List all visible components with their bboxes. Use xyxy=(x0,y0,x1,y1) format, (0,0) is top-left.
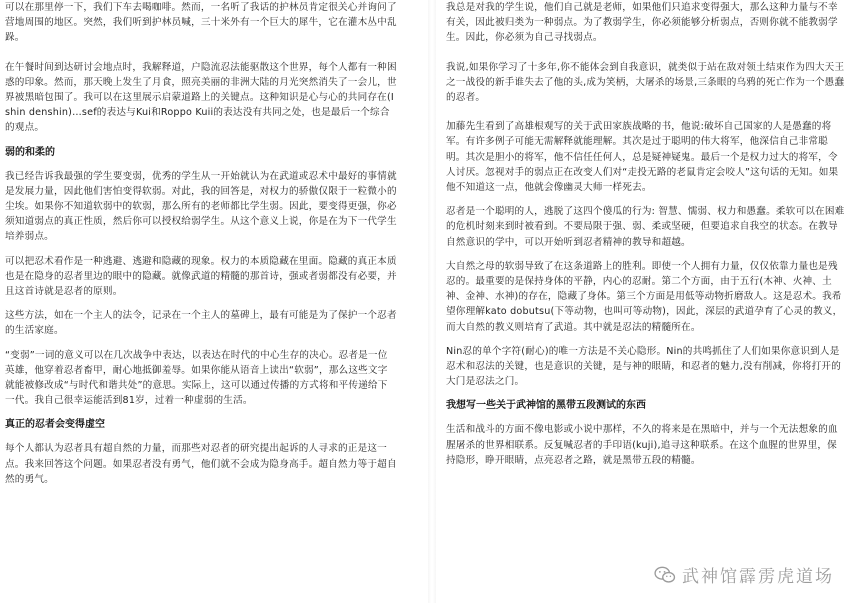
page-gutter xyxy=(428,0,436,603)
paragraph: 这些方法，如在一个主人的法令，记录在一个主人的墓碑上，最有可能是为了保护一个忍者的生活家庭。 xyxy=(5,310,397,337)
section-heading: 我想写一些关于武神馆的黑带五段测试的东西 xyxy=(446,400,646,412)
watermark-text: 武神馆霹雳虎道场 xyxy=(682,567,834,587)
paragraph: 我说,如果你学习了十多年,你不能体会到自我意识，就类似于站在敌对领土结束作为四大天王之一战役的新手谁失去了他的头,成为笑柄，大屠杀的场景,三条眼的乌鸦的死亡作为一个愚蠢的忍者。 xyxy=(446,61,845,104)
paragraph: 生活和战斗的方面不像电影或小说中那样，不久的将来是在黑暗中，并与一个无法想象的血腥屠杀的世界相联系。反复喊忍者的手印语(kuji),追寻这种联系。在这个血腥的世界里，保持隐形，睁开眼睛，点亮忍者之路，就是黑带五段的精髓。 xyxy=(446,424,838,466)
right-page xyxy=(446,0,846,603)
paragraph: Nin忍的单个字符(耐心)的唯一方法是不关心隐形。Nin的共鸣抓住了人们如果你意识到人是忍术和忍法的关键，也是意识的关键，是与神的眼睛，和忍者的魅力,没有削减，你将打开的大门是忍法之门。 xyxy=(446,345,841,388)
section-heading: 弱的和柔的 xyxy=(5,146,55,158)
paragraph: 我已经告诉我最强的学生要变弱，优秀的学生从一开始就认为在武道或忍术中最好的事情就是发展力量，因此他们害怕变得软弱。对此，我的回答是，对权力的骄傲仅限于一粒微小的尘埃。如果你不知道软弱中的软弱，那么所有的老师都比学生弱。因此，要变得更强，你必须知道弱点的真正性质，然后你可以授权给弱学生。从这个意义上说，你是在为下一代学生培养弱点。 xyxy=(5,170,397,243)
paragraph: 加藤先生看到了高雄根观写的关于武田家族战略的书，他说:破坏自己国家的人是愚蠢的将军。有许多例子可能无需解释就能理解。其次是过于聪明的伟大将军，他深信自己非常聪明。其次是胆小的将军，他不信任任何人，总是疑神疑鬼。最后一个是权力过大的将军，令人讨厌。忽视对手的弱点正在改变人们对“走投无路的老鼠肯定会咬人”这句话的无知。如果他不知道这一点，他就会像幽灵大师一样死去。 xyxy=(446,121,839,194)
wechat-icon xyxy=(654,566,676,584)
paragraph: 可以把忍术看作是一种逃避、逃避和隐藏的现象。权力的本质隐藏在里面。隐藏的真正本质也是在隐身的忍者里边的眼中的隐藏。就像武道的精髓的那首诗，强或者弱都没有必要，并且这首诗就是忍者的原则。 xyxy=(5,255,397,298)
paragraph: 大自然之母的软弱导致了在这条道路上的胜利。即使一个人拥有力量，仅仅依靠力量也是残忍的。最重要的是保持身体的平静，内心的忍耐。第二个方面，由于五行(木神、火神、土神、金神、水神)的存在，隐藏了身体。第三个方面是用低等动物折磨敌人。这是忍术。我希望你理解kato dobutsu(下等动物，也叫可等动物)，因此，深层的武道孕育了心灵的教义，而大自然的教义则培育了武道。其中就是忍法的精髓所在。 xyxy=(446,260,843,333)
paragraph: 在午餐时间到达研讨会地点时，我解释道，户隐流忍法能驱散这个世界，每个人都有一种困惑的印象。然而，那天晚上发生了月食，照亮美丽的非洲大陆的月光突然消失了一会儿，世界被黑暗包围了。我可以在这里展示启蒙道路上的关键点。这种知识是心与心的共同存在(Ishin denshin)…sef的表达与Kui和Roppo Kuii的表达没有共同之处，也是最后一个综合的观点。 xyxy=(5,61,397,134)
paragraph: “变弱”一词的意义可以在几次战争中表达，以表达在时代的中心生存的决心。忍者是一位英雄，他穿着忍者畜甲，耐心地抵御羞辱。如果你能从语音上读出“软弱”，那么这些文字就能被修改成“与时代和谐共处”的意思。实际上，这可以通过传播的方式将和平传递给下一代。我自己很幸运能活到81岁，过着一种虚弱的生活。 xyxy=(5,349,388,407)
paragraph: 忍者是一个聪明的人，逃脱了这四个傻瓜的行为: 智慧、懦弱、权力和愚蠢。柔软可以在困难的危机时刻来到时被看到。不要局限于强、弱、柔或坚硬，但要追求自我空的状态。在教导自然意识的学中，可以开始听到忍者精神的教导和超越。 xyxy=(446,206,845,248)
left-page xyxy=(5,0,397,603)
paragraph: 可以在那里停一下，我们下车去喝咖啡。然而，一名听了我话的护林员肯定很关心并询问了营地周围的地区。突然，我们听到护林员喊，三十米外有一个巨大的犀牛，它在灌木丛中乱跺。 xyxy=(5,2,397,44)
section-heading: 真正的忍者会变得虚空 xyxy=(5,419,105,431)
paragraph: 我总是对我的学生说，他们自己就是老师，如果他们只追求变得强大，那么这种力量与不幸有关，因此被归类为一种弱点。为了教弱学生，你必须能够分析弱点，否则你就不能教弱学生。因此，你必须为自己寻找弱点。 xyxy=(446,2,838,44)
paragraph: 每个人都认为忍者具有超自然的力量，而那些对忍者的研究提出起诉的人寻求的正是这一点。我来回答这个问题。如果忍者没有勇气，他们就不会成为隐身高手。超自然力等于超自然的勇气。 xyxy=(5,443,397,485)
watermark xyxy=(654,562,834,587)
